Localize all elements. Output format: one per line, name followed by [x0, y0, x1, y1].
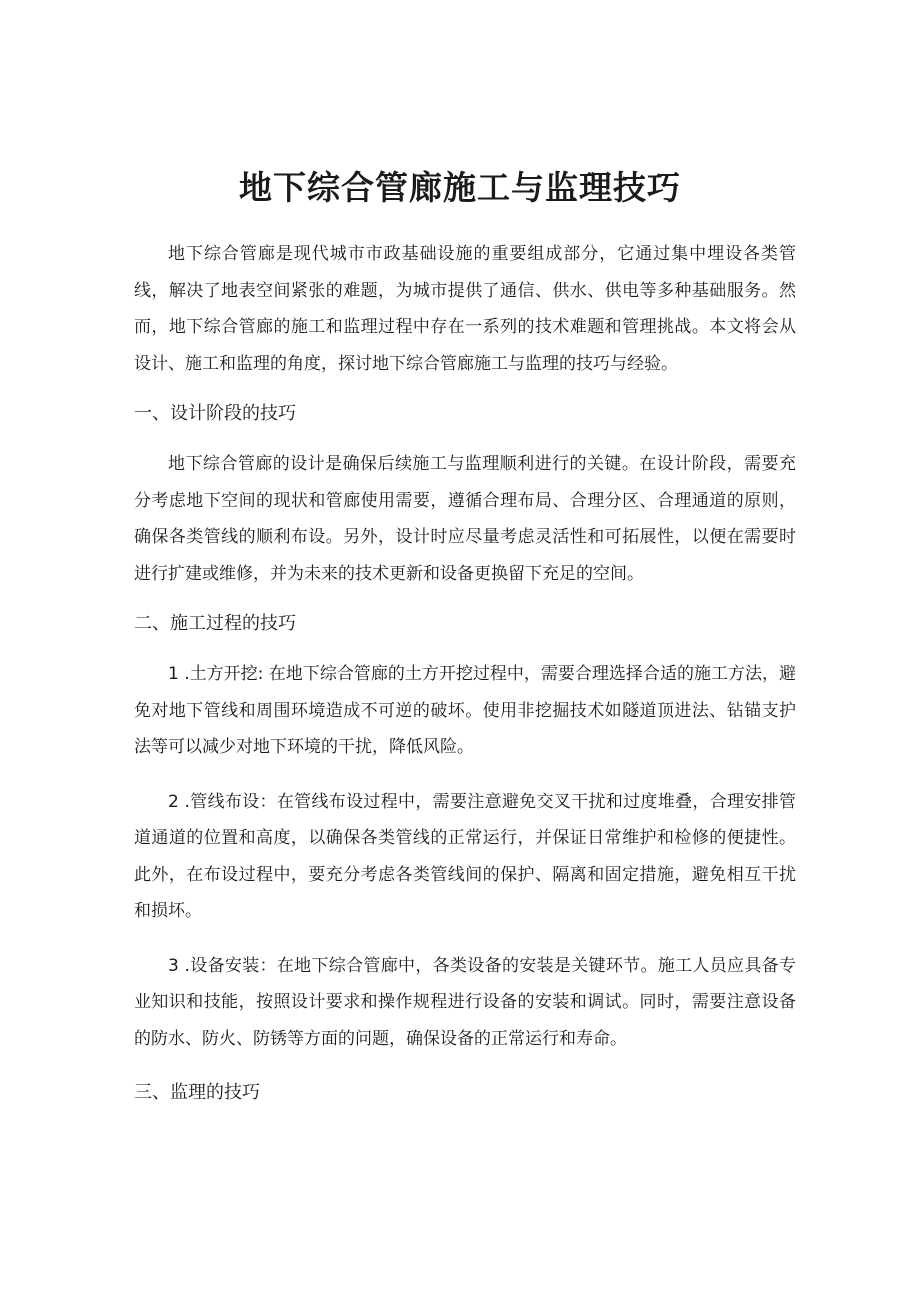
section-heading-supervision: 三、监理的技巧: [134, 1082, 260, 1103]
document-title: 地下综合管廊施工与监理技巧: [239, 168, 681, 207]
design-paragraph: 地下综合管廊的设计是确保后续施工与监理顺利进行的关键。在设计阶段，需要充分考虑地下空间的现状和管廊使用需要，遵循合理布局、合理分区、合理通道的原则，确保各类管线的顺利布设。另外，设计时应尽量考虑灵活性和可拓展性，以便在需要时进行扩建或维修，并为未来的技术更新和设备更换留下充足的空间。: [134, 454, 796, 584]
construction-item-excavation: 1 .土方开挖: 在地下综合管廊的土方开挖过程中，需要合理选择合适的施工方法，避免对地下管线和周围环境造成不可逆的破坏。使用非挖掘技术如隧道顶进法、钻锚支护法等可以减少对地下环境的干扰，降低风险。: [134, 664, 796, 757]
section-heading-construction: 二、施工过程的技巧: [134, 613, 296, 634]
intro-paragraph: 地下综合管廊是现代城市市政基础设施的重要组成部分，它通过集中埋设各类管线，解决了地表空间紧张的难题，为城市提供了通信、供水、供电等多种基础服务。然而，地下综合管廊的施工和监理过程中存在一系列的技术难题和管理挑战。本文将会从设计、施工和监理的角度，探讨地下综合管廊施工与监理的技巧与经验。: [134, 244, 796, 374]
section-heading-design: 一、设计阶段的技巧: [134, 403, 296, 424]
construction-item-pipeline: 2 .管线布设：在管线布设过程中，需要注意避免交叉干扰和过度堆叠，合理安排管道通道的位置和高度，以确保各类管线的正常运行，并保证日常维护和检修的便捷性。此外，在布设过程中，要充分考虑各类管线间的保护、隔离和固定措施，避免相互干扰和损坏。: [134, 791, 796, 921]
document-body: [134, 236, 796, 1111]
construction-item-equipment: 3 .设备安装：在地下综合管廊中，各类设备的安装是关键环节。施工人员应具备专业知识和技能，按照设计要求和操作规程进行设备的安装和调试。同时，需要注意设备的防水、防火、防锈等方面的问题，确保设备的正常运行和寿命。: [134, 955, 796, 1049]
